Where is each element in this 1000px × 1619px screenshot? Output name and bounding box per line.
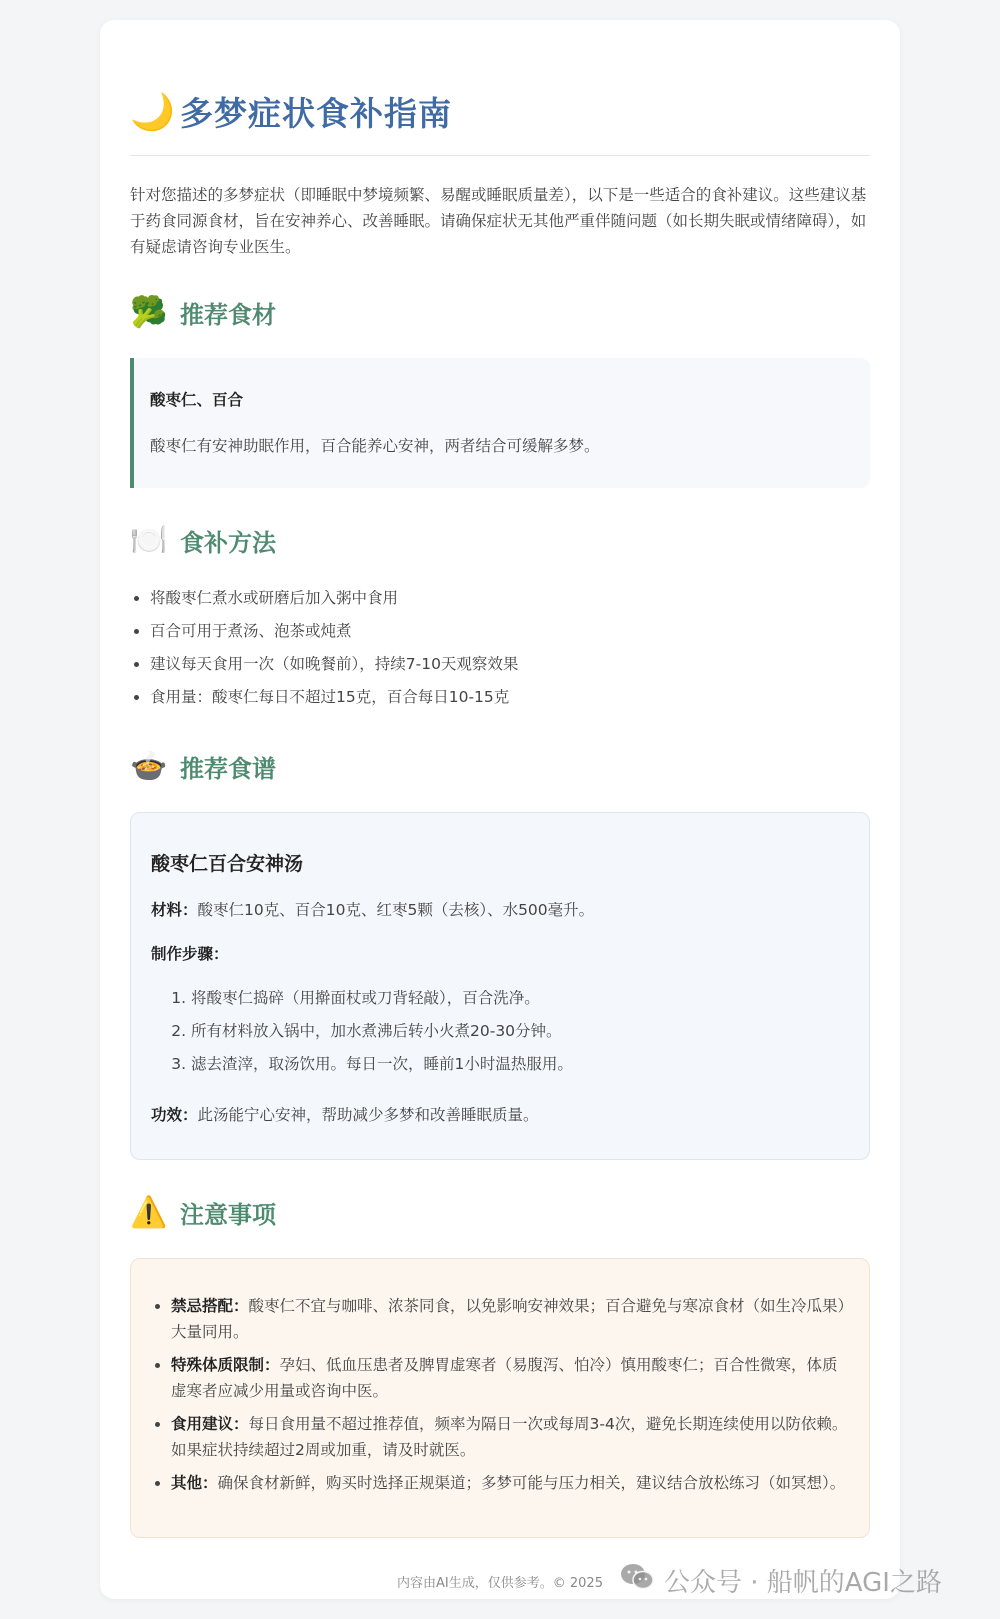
ingredient-box [130,358,870,488]
note-label: 其他： [171,1474,218,1492]
list-item: • 食用量：酸枣仁每日不超过15克，百合每日10-15克 [150,681,870,714]
step-item: 2. 所有材料放入锅中，加水煮沸后转小火煮20-30分钟。 [191,1015,849,1048]
list-item: • 建议每天食用一次（如晚餐前），持续7-10天观察效果 [150,648,870,681]
methods-list [130,582,870,714]
note-item [171,1352,849,1404]
recipe-steps-label [151,942,849,964]
plate-icon: 🍽️ [130,522,168,558]
note-text: 确保食材新鲜，购买时选择正规渠道；多梦可能与压力相关，建议结合放松练习（如冥想）。 [217,1474,846,1492]
list-item: • 将酸枣仁煮水或研磨后加入粥中食用 [150,582,870,615]
watermark-text: 公众号 · 船帆的AGI之路 [664,1568,942,1598]
footer-text: 内容由AI生成，仅供参考。© 2025 [397,1576,603,1591]
ingredient-name: 酸枣仁、百合 [150,391,244,409]
effect-text: 此汤能宁心安神，帮助减少多梦和改善睡眠质量。 [197,1106,539,1124]
notes-list [151,1293,849,1496]
note-text: 孕妇、低血压患者及脾胃虚寒者（易腹泻、怕冷）慎用酸枣仁；百合性微寒，体质虚寒者应减少用量或咨询中医。 [171,1356,838,1400]
note-label: 禁忌搭配： [171,1297,249,1315]
recipe-effect [151,1103,849,1125]
step-item: 1. 将酸枣仁捣碎（用擀面杖或刀背轻敲），百合洗净。 [191,982,849,1015]
step-item: 3. 滤去渣滓，取汤饮用。每日一次，睡前1小时温热服用。 [191,1048,849,1081]
watermark [620,1562,942,1599]
section-recipe-head [130,746,870,786]
materials-label: 材料： [151,901,198,919]
page-title: 多梦症状食补指南 [180,94,452,133]
section-methods-title: 食补方法 [180,528,276,557]
steps-label: 制作步骤： [151,945,229,963]
effect-label: 功效： [151,1106,198,1124]
title-row [130,76,870,156]
steps-list [151,982,849,1081]
note-text: 酸枣仁不宜与咖啡、浓茶同食，以免影响安神效果；百合避免与寒凉食材（如生冷瓜果）大量同用。 [171,1297,846,1341]
recipe-title: 酸枣仁百合安神汤 [151,853,304,875]
note-text: 每日食用量不超过推荐值，频率为隔日一次或每周3-4次，避免长期连续使用以防依赖。如果症状持续超过2周或加重，请及时就医。 [171,1415,848,1459]
materials-text: 酸枣仁10克、百合10克、红枣5颗（去核）、水500毫升。 [197,901,595,919]
broccoli-icon: 🥦 [130,294,168,330]
moon-icon: 🌙 [130,91,175,133]
recipe-box [130,812,870,1160]
notes-box [130,1258,870,1538]
warning-icon: ⚠️ [130,1194,168,1230]
note-label: 特殊体质限制： [171,1356,280,1374]
note-item [171,1411,849,1463]
section-notes-title: 注意事项 [180,1200,276,1229]
recipe-materials [151,898,849,920]
note-item [171,1293,849,1345]
note-label: 食用建议： [171,1415,249,1433]
list-item: • 百合可用于煮汤、泡茶或炖煮 [150,615,870,648]
note-item [171,1470,849,1496]
section-methods-head [130,520,870,560]
ingredient-desc: 酸枣仁有安神助眠作用，百合能养心安神，两者结合可缓解多梦。 [150,437,600,455]
intro-text: 针对您描述的多梦症状（即睡眠中梦境频繁、易醒或睡眠质量差），以下是一些适合的食补建议。这些建议基于药食同源食材，旨在安神养心、改善睡眠。请确保症状无其他严重伴随问题（如长期失眠或情绪障碍），如有疑虑请咨询专业医生。 [130,186,867,256]
wechat-icon [620,1563,654,1598]
guide-card [100,20,900,1599]
section-ingredients-head [130,292,870,332]
section-notes-head [130,1192,870,1232]
section-ingredients-title: 推荐食材 [180,300,276,329]
pot-icon: 🍲 [130,748,168,784]
section-recipe-title: 推荐食谱 [180,754,276,783]
